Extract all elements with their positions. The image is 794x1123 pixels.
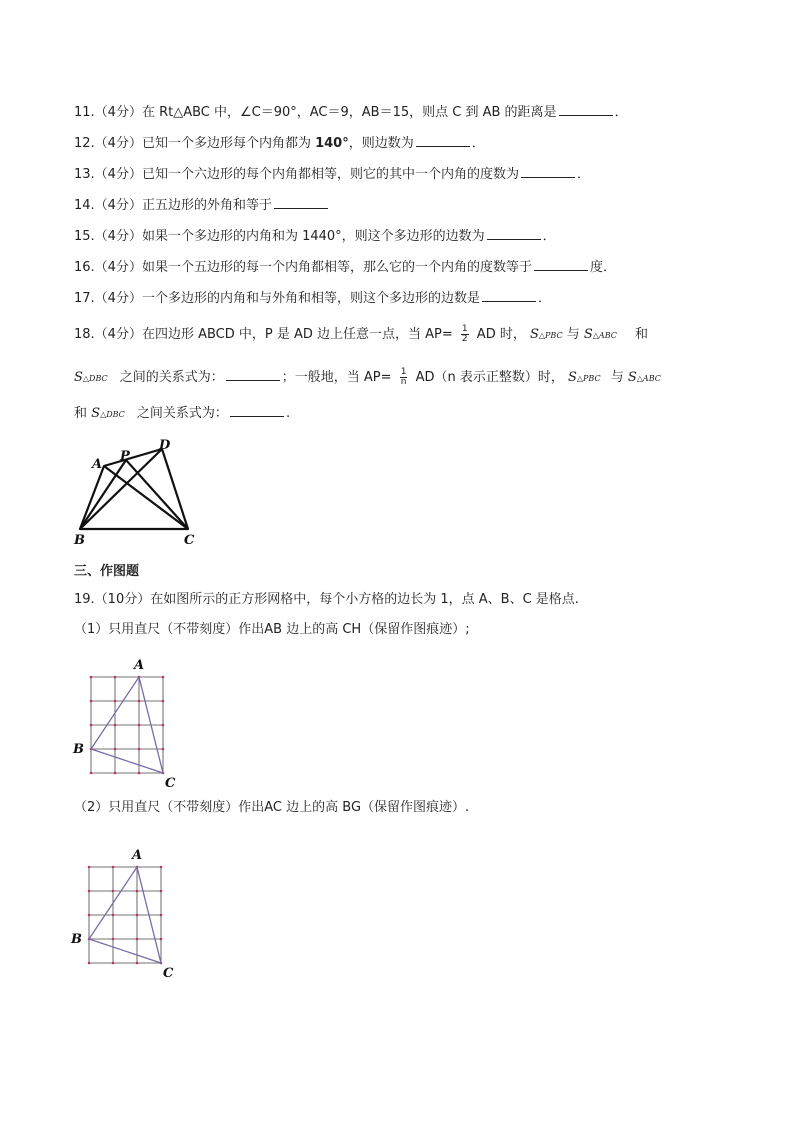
- answer-blank: [534, 257, 588, 271]
- area-subscript-dbc: △DBC: [82, 374, 108, 383]
- area-symbol: S: [529, 327, 539, 342]
- question-18-line-2: [74, 367, 661, 388]
- area-subscript-pbc: △PBC: [538, 331, 563, 340]
- segment-pc: [126, 460, 188, 529]
- fraction-numerator: 1: [400, 367, 407, 377]
- question-14-text: 14.（4分）正五边形的外角和等于: [74, 198, 272, 213]
- question-16-text: 16.（4分）如果一个五边形的每一个内角都相等，那么它的一个内角的度数等于: [74, 260, 532, 275]
- area-subscript-pbc: △PBC: [576, 374, 601, 383]
- connector-word: 与: [566, 327, 580, 342]
- label-b: B: [73, 742, 84, 757]
- fraction-denominator: 2: [461, 334, 468, 344]
- question-18-text-f: 之间关系式为：: [136, 406, 228, 421]
- question-11: [74, 102, 628, 122]
- question-11-end: ．: [614, 105, 628, 120]
- grid-figure-1: [70, 654, 180, 789]
- fraction-numerator: 1: [461, 324, 468, 334]
- question-13-end: ．: [576, 167, 590, 182]
- answer-blank: [482, 288, 536, 302]
- question-16: [74, 257, 616, 277]
- fraction-one-over-n: [400, 368, 408, 387]
- area-symbol: S: [567, 370, 577, 385]
- connector-word: 和: [74, 406, 88, 421]
- answer-blank: [230, 403, 284, 417]
- question-11-text: 11.（4分）在 Rt△ABC 中，∠C＝90°，AC＝9，AB＝15，则点 C 到 AB 的距离是: [74, 105, 557, 120]
- area-symbol: S: [583, 327, 593, 342]
- quadrilateral-figure: [70, 438, 210, 548]
- question-18-text: 18.（4分）在四边形 ABCD 中，P 是 AD 边上任意一点，当 AP=: [74, 327, 453, 342]
- area-symbol: S: [91, 406, 101, 421]
- label-c: C: [184, 533, 195, 548]
- label-a: A: [92, 457, 103, 472]
- question-18-text-c: 之间的关系式为：: [119, 370, 224, 385]
- question-15-end: ．: [542, 229, 556, 244]
- area-subscript-abc: △ABC: [592, 331, 617, 340]
- question-19: 19.（10分）在如图所示的正方形网格中，每个小方格的边长为 1，点 A、B、C 是格点.: [74, 592, 579, 607]
- question-17-text: 17.（4分）一个多边形的内角和与外角和相等，则这个多边形的边数是: [74, 291, 480, 306]
- question-13: [74, 164, 590, 184]
- question-13-text: 13.（4分）已知一个六边形的每个内角都相等，则它的其中一个内角的度数为: [74, 167, 519, 182]
- question-12-text: 12.（4分）已知一个多边形每个内角都为: [74, 136, 311, 151]
- fraction-denominator: n: [400, 377, 407, 387]
- label-b: B: [71, 932, 82, 947]
- question-16-end: 度．: [589, 260, 616, 275]
- label-a: A: [134, 658, 145, 673]
- label-c: C: [165, 776, 176, 791]
- question-19-part-2: （2）只用直尺（不带刻度）作出AC 边上的高 BG（保留作图痕迹）.: [74, 800, 470, 815]
- answer-blank: [274, 195, 328, 209]
- question-18-text-e: AD（n 表示正整数）时，: [415, 370, 564, 385]
- question-12: [74, 133, 485, 153]
- question-12-end: ．: [471, 136, 485, 151]
- label-d: D: [159, 438, 171, 453]
- question-17-end: ．: [537, 291, 551, 306]
- section-heading: 三、作图题: [74, 564, 140, 579]
- question-18-end: .: [285, 406, 291, 421]
- question-17: [74, 288, 551, 308]
- fraction-one-half: [461, 325, 469, 344]
- answer-blank: [559, 102, 613, 116]
- area-subscript-dbc: △DBC: [100, 410, 125, 419]
- answer-blank: [226, 367, 280, 381]
- connector-word: 和: [635, 327, 649, 342]
- grid-figure-2: [68, 844, 180, 979]
- question-14: [74, 195, 330, 215]
- label-p: P: [120, 449, 130, 464]
- question-12-mid: ，则边数为: [348, 136, 414, 151]
- connector-word: 与: [610, 370, 624, 385]
- question-18-line-3: [74, 403, 290, 424]
- answer-blank: [416, 133, 470, 147]
- grid-lines: [89, 867, 161, 963]
- answer-blank: [521, 164, 575, 178]
- question-18-line-1: [74, 325, 648, 345]
- answer-blank: [487, 226, 541, 240]
- question-15: [74, 226, 556, 246]
- area-subscript-abc: △ABC: [636, 374, 661, 383]
- question-15-text: 15.（4分）如果一个多边形的内角和为 1440°，则这个多边形的边数为: [74, 229, 485, 244]
- area-symbol: S: [74, 370, 83, 385]
- label-b: B: [74, 533, 85, 548]
- question-19-part-1: （1）只用直尺（不带刻度）作出AB 边上的高 CH（保留作图痕迹）;: [74, 622, 470, 637]
- angle-value: 140°: [315, 136, 349, 151]
- label-c: C: [163, 966, 174, 981]
- area-symbol: S: [627, 370, 637, 385]
- question-18-text-d: ；一般地，当 AP=: [281, 370, 392, 385]
- question-18-text-b: AD 时，: [476, 327, 526, 342]
- grid-lines: [91, 677, 163, 773]
- label-a: A: [132, 848, 143, 863]
